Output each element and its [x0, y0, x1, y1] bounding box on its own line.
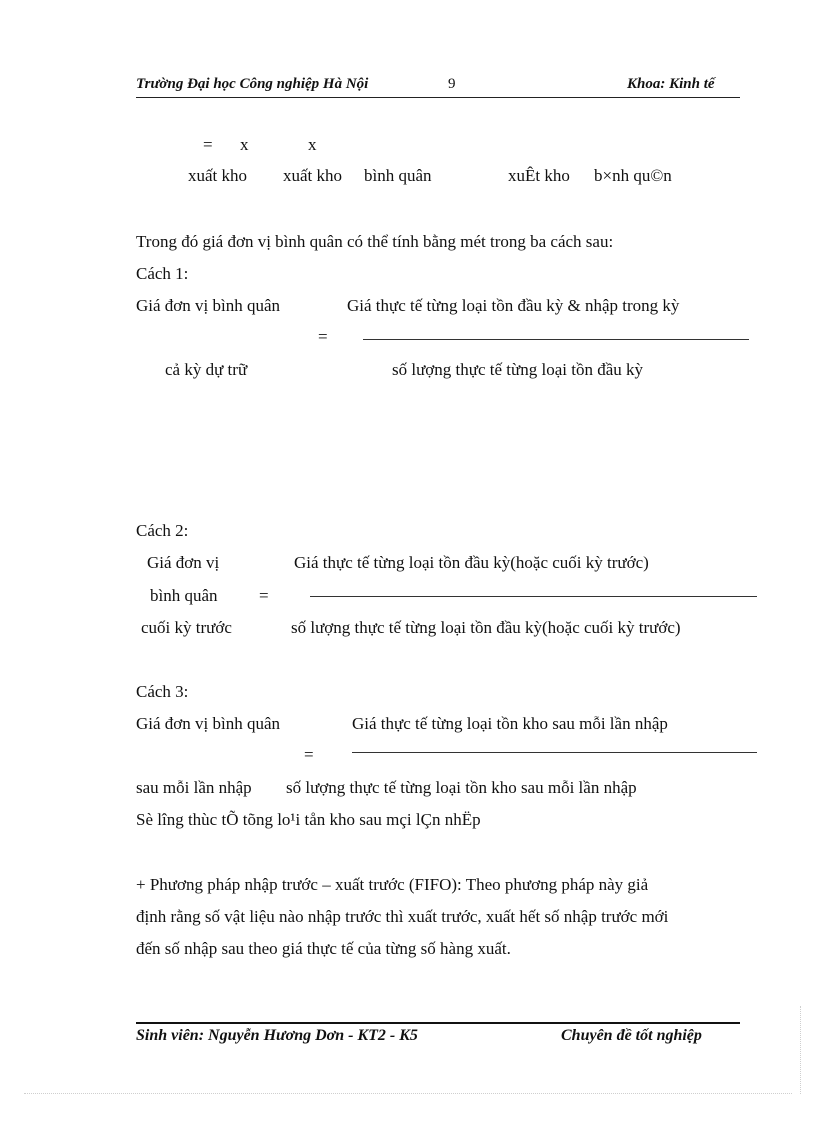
fifo-line-2: định rằng số vật liệu nào nhập trước thì xuất trước, xuất hết số nhập trước mới	[136, 907, 669, 926]
method1-title: Cách 1:	[136, 264, 189, 283]
formula-word-3: bình quân	[364, 166, 432, 185]
method2-numerator: Giá thực tế từng loại tồn đầu kỳ(hoặc cuối kỳ trước)	[294, 553, 649, 572]
header-faculty: Khoa: Kinh tế	[627, 76, 715, 92]
method1-numerator: Giá thực tế từng loại tồn đầu kỳ & nhập trong kỳ	[347, 296, 680, 315]
formula-word-1: xuất kho	[188, 166, 248, 185]
method2-label-3: cuối kỳ trước	[141, 618, 232, 637]
footer-rule	[136, 1022, 740, 1024]
fifo-line-1: + Phương pháp nhập trước – xuất trước (FIFO): Theo phương pháp này giả	[136, 875, 649, 894]
formula-word-5: b×nh qu©n	[594, 166, 672, 185]
method3-numerator: Giá thực tế từng loại tồn kho sau mỗi lần nhập	[352, 714, 668, 733]
footer-student: Sinh viên: Nguyễn Hương Dơn - KT2 - K5	[136, 1027, 418, 1044]
method1-equals: =	[318, 327, 328, 346]
method1-fraction-bar	[363, 339, 749, 340]
formula-word-4: xuÊt kho	[508, 166, 570, 185]
header-rule	[136, 97, 740, 98]
page-edge-dotted-line	[24, 1093, 792, 1094]
method3-equals: =	[304, 745, 314, 764]
method1-label: Giá đơn vị bình quân	[136, 296, 281, 315]
formula-times-2: x	[308, 135, 317, 154]
formula-equals: =	[203, 135, 213, 154]
page-number: 9	[448, 76, 456, 92]
intro-text: Trong đó giá đơn vị bình quân có thể tính bằng mét trong ba cách sau:	[136, 232, 614, 251]
method2-label-1: Giá đơn vị	[147, 553, 220, 572]
method2-fraction-bar	[310, 596, 757, 597]
method2-title: Cách 2:	[136, 521, 189, 540]
formula-times-1: x	[240, 135, 249, 154]
header-school: Trường Đại học Công nghiệp Hà Nội	[136, 76, 369, 92]
fifo-line-3: đến số nhập sau theo giá thực tế của từng số hàng xuất.	[136, 939, 511, 958]
method2-denominator: số lượng thực tế từng loại tồn đầu kỳ(hoặc cuối kỳ trước)	[291, 618, 681, 637]
method2-label-2: bình quân	[150, 586, 218, 605]
method3-fraction-bar	[352, 752, 757, 753]
method1-sublabel: cả kỳ dự trữ	[165, 360, 248, 379]
method3-denominator: số lượng thực tế từng loại tồn kho sau mỗi lần nhập	[286, 778, 637, 797]
method2-equals: =	[259, 586, 269, 605]
formula-word-2: xuất kho	[283, 166, 343, 185]
footer-title: Chuyên đề tốt nghiệp	[561, 1027, 702, 1044]
method3-sublabel: sau mỗi lần nhập	[136, 778, 252, 797]
method1-denominator: số lượng thực tế từng loại tồn đầu kỳ	[392, 360, 643, 379]
method3-garbled-line: Sè lîng thùc tÕ tõng lo¹i tån kho sau mçi lÇn nhËp	[136, 810, 481, 829]
page-edge-dotted-vertical	[800, 1006, 801, 1094]
method3-label: Giá đơn vị bình quân	[136, 714, 281, 733]
method3-title: Cách 3:	[136, 682, 189, 701]
